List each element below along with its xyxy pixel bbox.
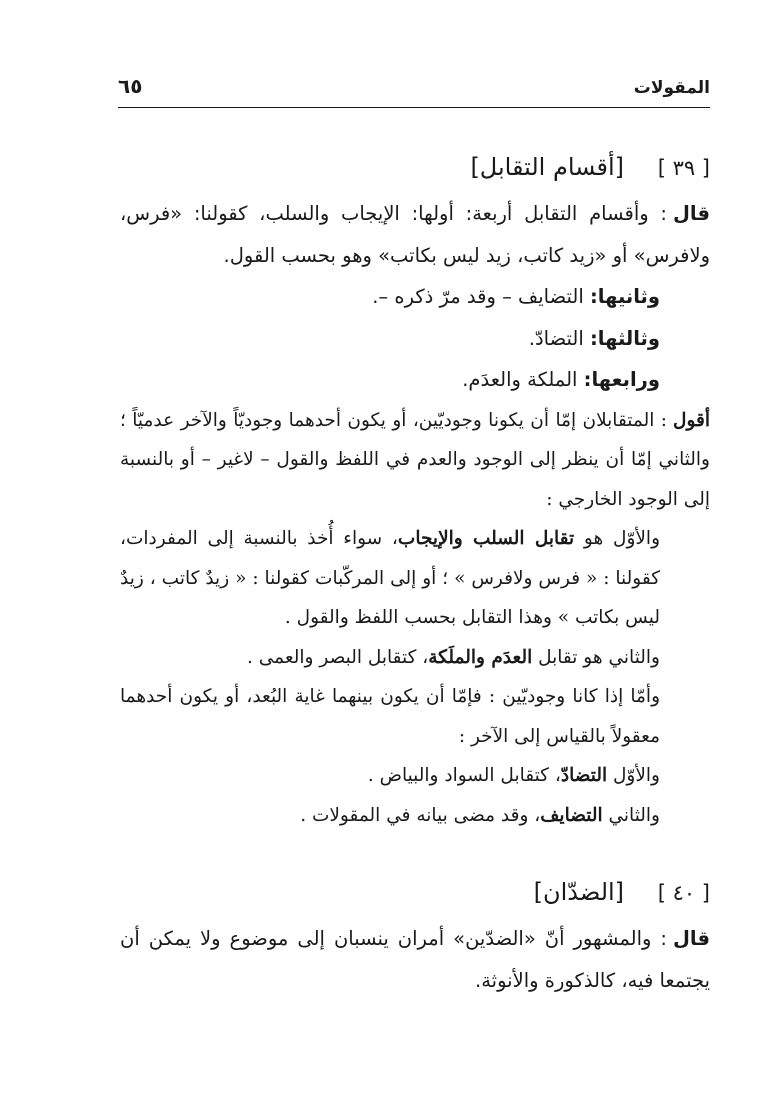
- paragraph-text: وأمّا إذا كانا وجوديّين : فإمّا أن يكون بينهما غاية البُعد، أو يكون أحدهما معقولاً بالقياس إلى الآخر :: [120, 686, 660, 747]
- section-heading-39: [120, 150, 710, 185]
- paragraph-text: ، وقد مضى بيانه في المقولات .: [300, 804, 541, 826]
- paragraph-text: : والمشهور أنّ «الضدّين» أمران ينسبان إلى موضوع ولا يمكن أن يجتمعا فيه، كالذكورة والأنوثة.: [120, 927, 710, 992]
- paragraph-text: والأوّل: [607, 765, 660, 786]
- paragraph-text: ، كتقابل السواد والبياض .: [367, 765, 561, 786]
- paragraph: [120, 401, 710, 520]
- paragraph-label: وثالثها:: [589, 326, 660, 350]
- paragraph-label: وثانيها:: [589, 285, 660, 308]
- paragraph-text: الملكة والعدَم.: [462, 368, 584, 391]
- page-header: [118, 70, 710, 106]
- paragraph: [120, 796, 710, 836]
- paragraph-lead-word: قال: [672, 202, 710, 225]
- paragraph: [120, 756, 710, 796]
- page-number: ٦٥: [118, 74, 143, 98]
- section-title: [أقسام التقابل]: [470, 153, 625, 181]
- header-divider: [118, 107, 710, 108]
- paragraph-text: والأوّل هو: [574, 528, 660, 549]
- section-number: [ ٣٩ ]: [657, 156, 710, 180]
- paragraph-text: : وأقسام التقابل أربعة: أولها: الإيجاب والسلب، كقولنا: «فرس، ولافرس» أو «زيد كاتب، زيد ليس بكاتب» وهو بحسب القول.: [120, 202, 710, 267]
- paragraph-text: ، سواء أُخذ بالنسبة إلى المفردات، كقولنا : « فرس ولافرس » ؛ أو إلى المركّبات كقولنا : « زيدٌ كاتب ، زيدٌ ليس بكاتب » وهذا التقابل بحسب اللفظ والقول .: [120, 528, 660, 628]
- emphasis-term: التضادّ: [560, 765, 608, 786]
- paragraph-lead-word: أقول: [673, 409, 710, 431]
- paragraph-text: والثاني: [602, 804, 660, 826]
- emphasis-term: التضايف: [540, 804, 603, 826]
- paragraph: [120, 193, 710, 276]
- paragraph: [120, 359, 710, 401]
- paragraph-text: : المتقابلان إمّا أن يكونا وجوديّين، أو يكون أحدهما وجوديّاً والآخر عدميّاً ؛ والثاني إمّا أن ينظر إلى الوجود والعدم في اللفظ والقول – لاغير – أو بالنسبة إلى الوجود الخارجي :: [120, 409, 710, 510]
- running-title: المقولات: [633, 78, 710, 98]
- section-gap: [120, 835, 710, 875]
- section-number: [ ٤٠ ]: [657, 881, 710, 905]
- page-body: [120, 150, 710, 1001]
- paragraph: [120, 918, 710, 1001]
- paragraph-lead-word: قال: [672, 927, 710, 950]
- paragraph-text: ، كتقابل البصر والعمى .: [246, 646, 429, 668]
- paragraph-text: والثاني هو تقابل: [532, 646, 660, 668]
- paragraph: [120, 276, 710, 318]
- paragraph-text: التضايف – وقد مرّ ذكره –.: [372, 285, 590, 308]
- emphasis-term: العدَم والملَكة: [428, 646, 533, 668]
- paragraph: [120, 638, 710, 678]
- paragraph: [120, 677, 710, 756]
- paragraph-label: ورابعها:: [583, 368, 660, 391]
- paragraph: [120, 318, 710, 360]
- section-title: [الضدّان]: [533, 878, 625, 906]
- section-heading-40: [120, 875, 710, 910]
- paragraph: [120, 519, 710, 638]
- emphasis-term: تقابل السلب والإيجاب: [397, 528, 575, 549]
- paragraph-text: التضادّ.: [528, 326, 590, 350]
